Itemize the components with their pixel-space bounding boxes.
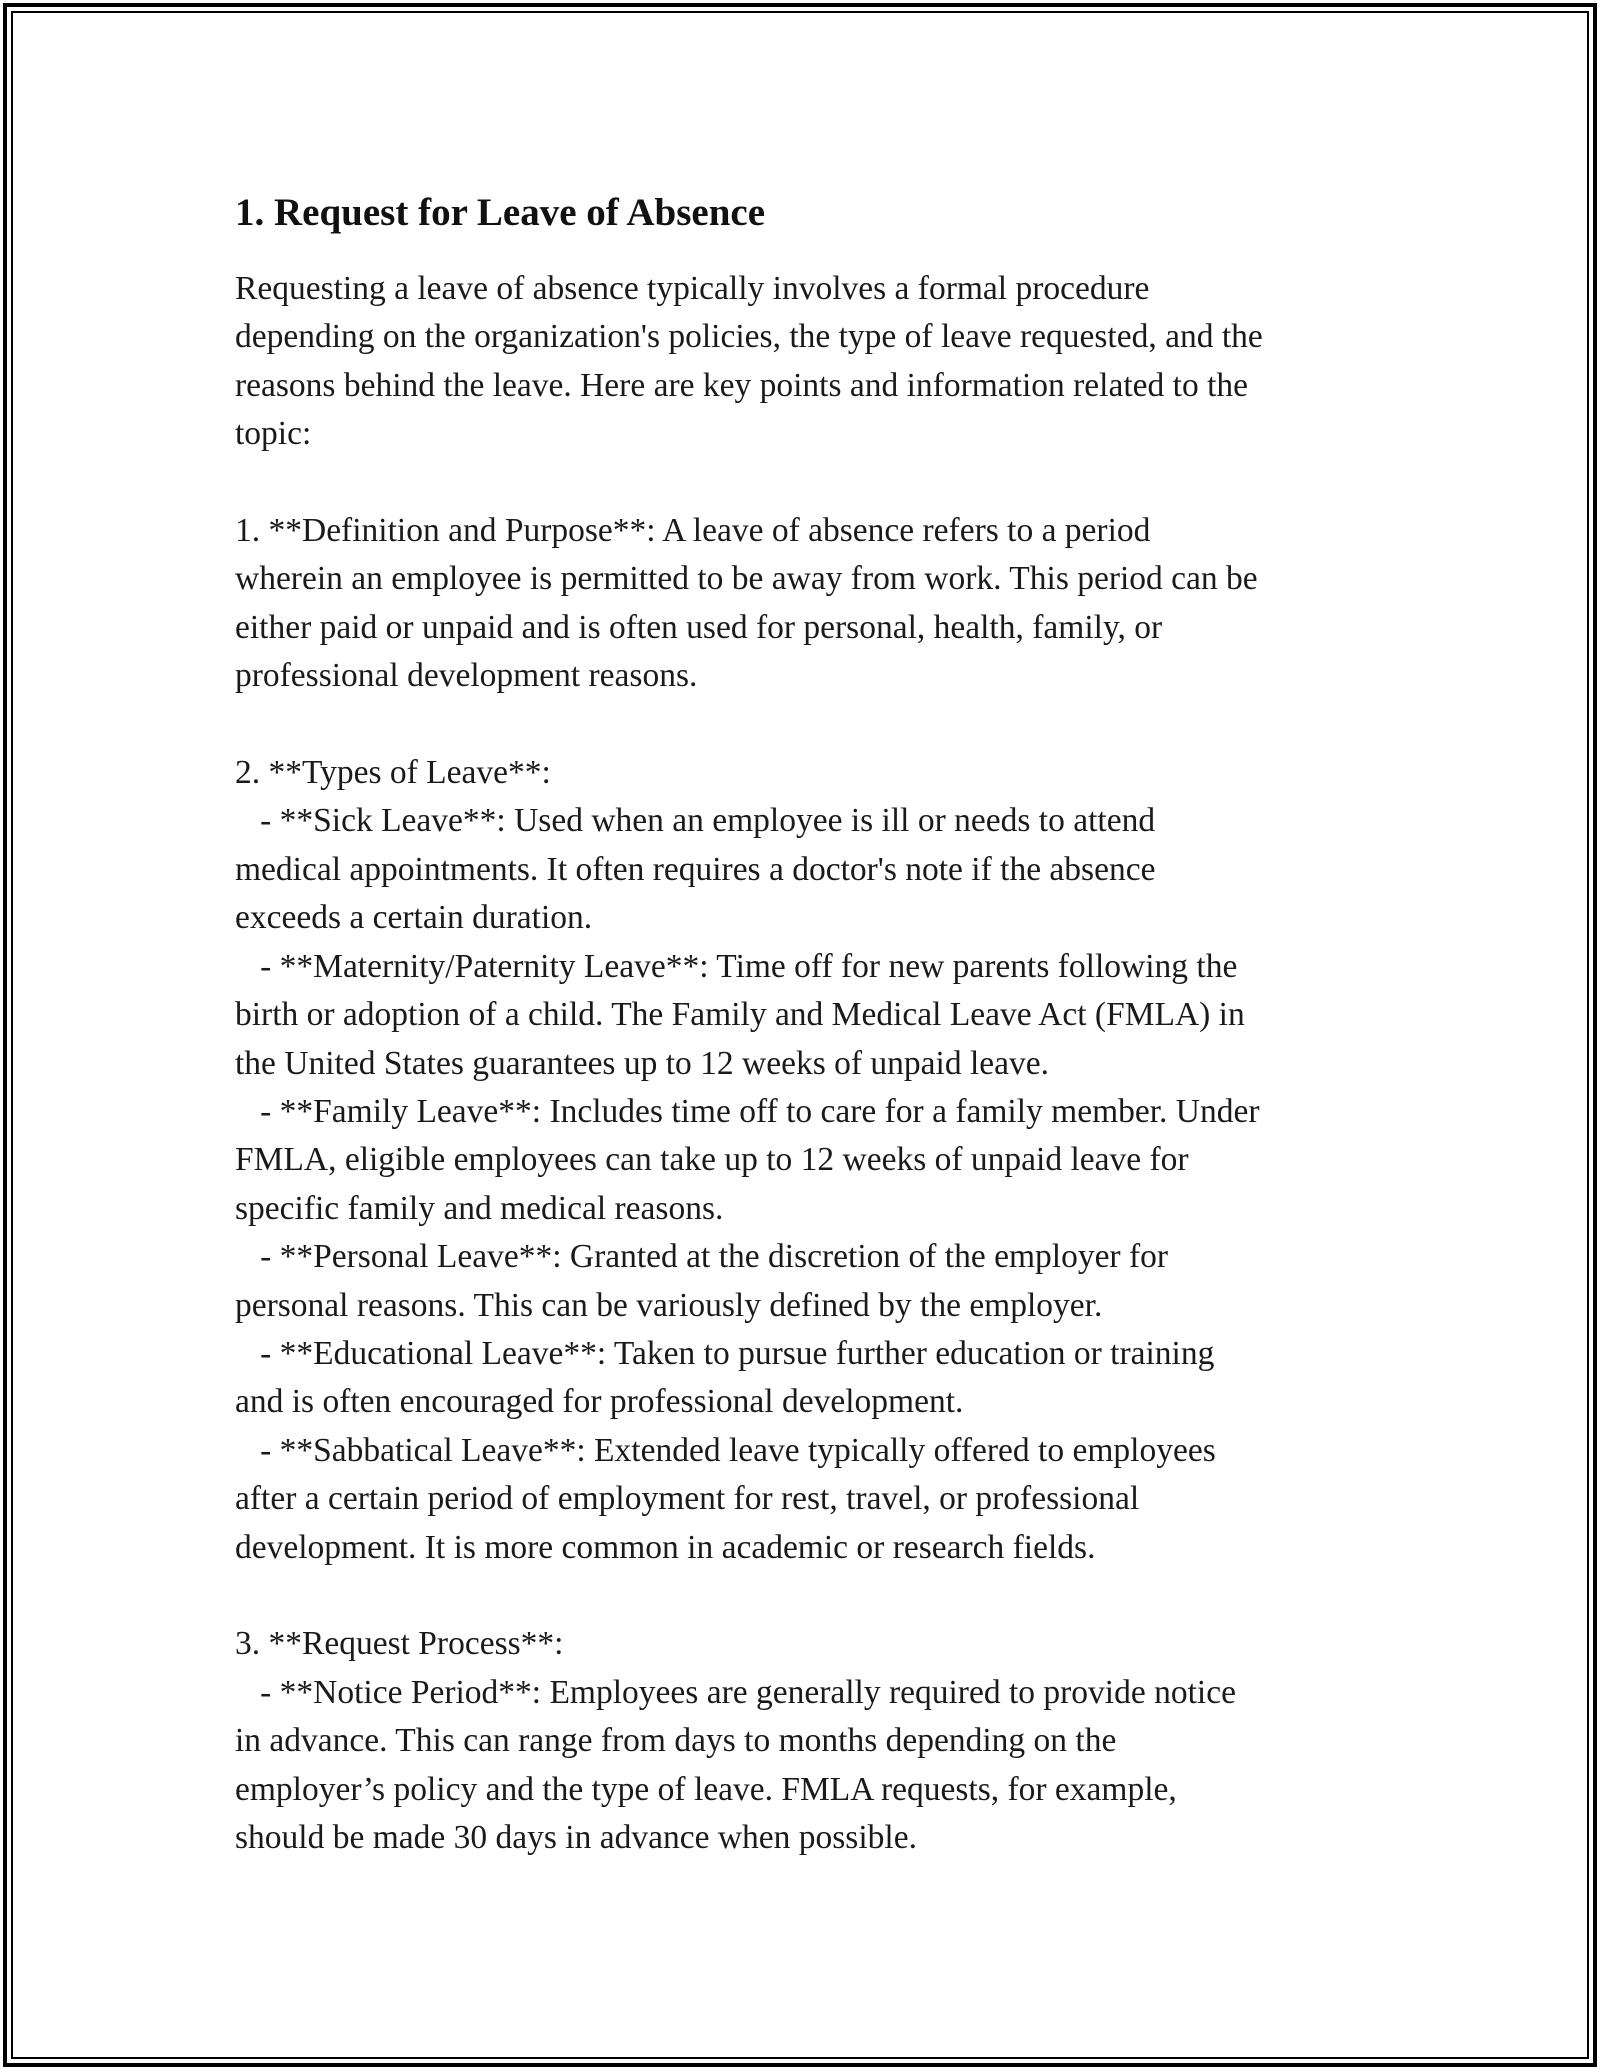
section-heading: 1. Request for Leave of Absence (235, 191, 766, 234)
document-content (235, 185, 1375, 1862)
body-text: Requesting a leave of absence typically involves a formal procedure depending on the organization's policies, the type of leave requested, and the reasons behind the leave. Here are key points and information related to the topic: 1. **Definition and Purpose**: A leave of absence refers to a period wherein an employee is permitted to be away from work. This period can be either paid or unpaid and is often used for personal, health, family, or professional development reasons. 2. **Types of Leave**: - **Sick Leave**: Used when an employee is ill or needs to attend medical appointments. It often requires a doctor's note if the absence exceeds a certain duration. - **Maternity/Paternity Leave**: Time off for new parents following the birth or adoption of a child. The Family and Medical Leave Act (FMLA) in the United States guarantees up to 12 weeks of unpaid leave. - **Family Leave**: Includes time off to care for a family member. Under FMLA, eligible employees can take up to 12 weeks of unpaid leave for specific family and medical reasons. - **Personal Leave**: Granted at the discretion of the employer for personal reasons. This can be variously defined by the employer. - **Educational Leave**: Taken to pursue further education or training and is often encouraged for professional development. - **Sabbatical Leave**: Extended leave typically offered to employees after a certain period of employment for rest, travel, or professional development. It is more common in academic or research fields. 3. **Request Process**: - **Notice Period**: Employees are generally required to provide notice in advance. This can range from days to months depending on the employer’s policy and the type of leave. FMLA requests, for example, should be made 30 days in advance when possible. (235, 270, 1263, 1856)
